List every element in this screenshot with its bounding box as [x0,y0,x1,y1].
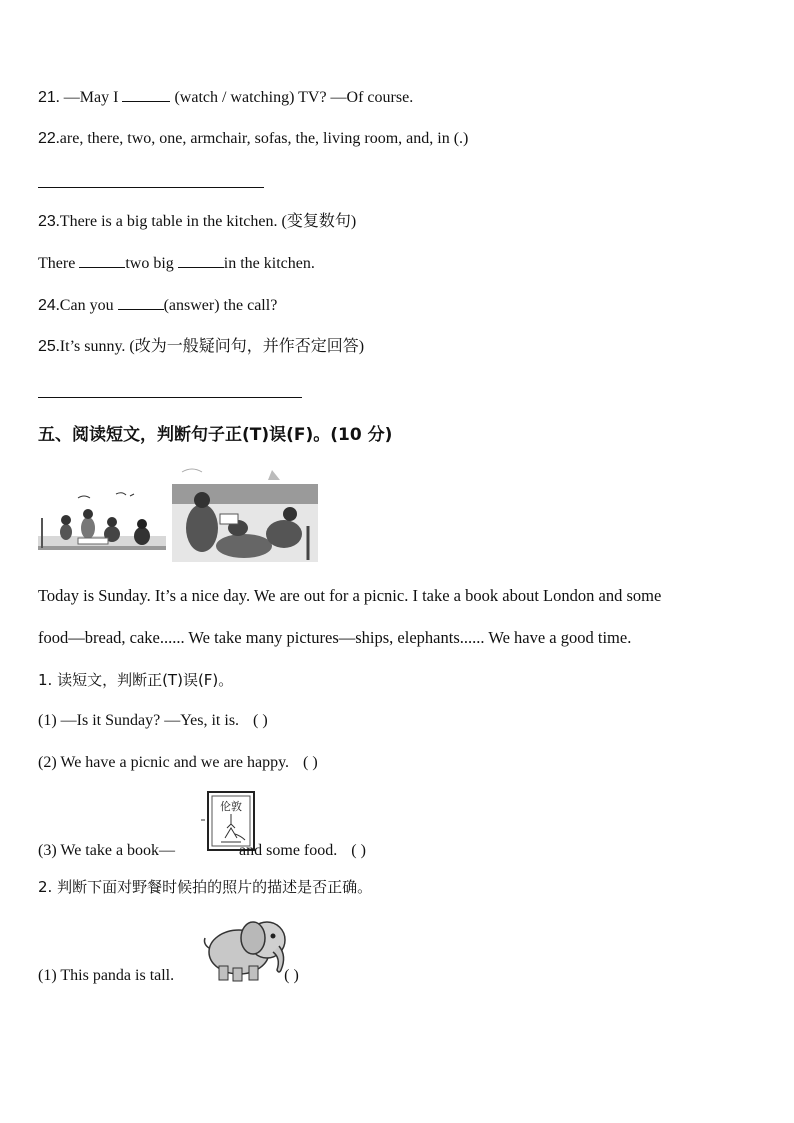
answer-parentheses[interactable]: ( ) [351,842,366,859]
question-23-answer [38,253,315,274]
question-25 [38,337,364,357]
answer-blank[interactable] [178,253,224,268]
part-2-title: 2. 判断下面对野餐时候拍的照片的描述是否正确。 [38,878,373,896]
picnic-illustration-left [38,488,166,562]
part-2-item-1 [38,966,299,986]
question-number: 23 [38,213,56,230]
question-text-after: (watch / watching) TV? —Of course. [174,89,414,106]
item-label: (1) —Is it Sunday? —Yes, it is. [38,712,240,729]
answer-parentheses[interactable]: ( ) [303,754,318,771]
question-23 [38,212,356,232]
answer-blank[interactable] [79,253,125,268]
answer-text-b: two big [125,255,174,272]
part-1-item-1 [38,711,268,731]
question-text-before: . —May I [55,89,119,106]
question-text: .There is a big table in the kitchen. (变复数句) [55,213,357,230]
question-21 [38,87,413,108]
question-24 [38,295,277,316]
section-5-heading: 五、阅读短文，判断句子正(T)误(F)。(10 分) [38,425,393,445]
picnic-illustration-right [172,466,318,562]
book-title-text: 伦敦 [220,800,242,813]
part-1-title: 1. 读短文，判断正(T)误(F)。 [38,671,234,689]
question-number: 24 [38,297,56,314]
question-text: .are, there, two, one, armchair, sofas, the, living room, and, in (.) [55,130,469,147]
answer-text-a: There [38,255,76,272]
item-label-after: and some food. [239,842,338,859]
answer-line-22[interactable] [38,187,264,188]
answer-parentheses[interactable]: ( ) [253,712,268,729]
question-number: 22 [38,130,56,147]
answer-line-25[interactable] [38,397,302,398]
passage-line-2: food—bread, cake...... We take many pictures—ships, elephants...... We have a good time. [38,628,632,647]
answer-blank[interactable] [118,295,164,310]
answer-parentheses[interactable]: ( ) [284,967,299,984]
answer-text-c: in the kitchen. [223,255,315,272]
question-number: 25 [38,338,56,355]
part-1-item-3 [38,841,366,861]
item-label-before: (3) We take a book— [38,842,176,859]
question-text-after: (answer) the call? [163,297,278,314]
item-label: (1) This panda is tall. [38,967,175,984]
answer-blank[interactable] [122,87,170,102]
question-text-before: .Can you [55,297,114,314]
question-22 [38,129,468,149]
item-label: (2) We have a picnic and we are happy. [38,754,290,771]
question-number: 21 [38,89,56,106]
part-1-item-2 [38,753,318,773]
passage-line-1: Today is Sunday. It’s a nice day. We are out for a picnic. I take a book about London and some [38,586,662,605]
question-text: .It’s sunny. (改为一般疑问句，并作否定回答) [55,338,365,355]
